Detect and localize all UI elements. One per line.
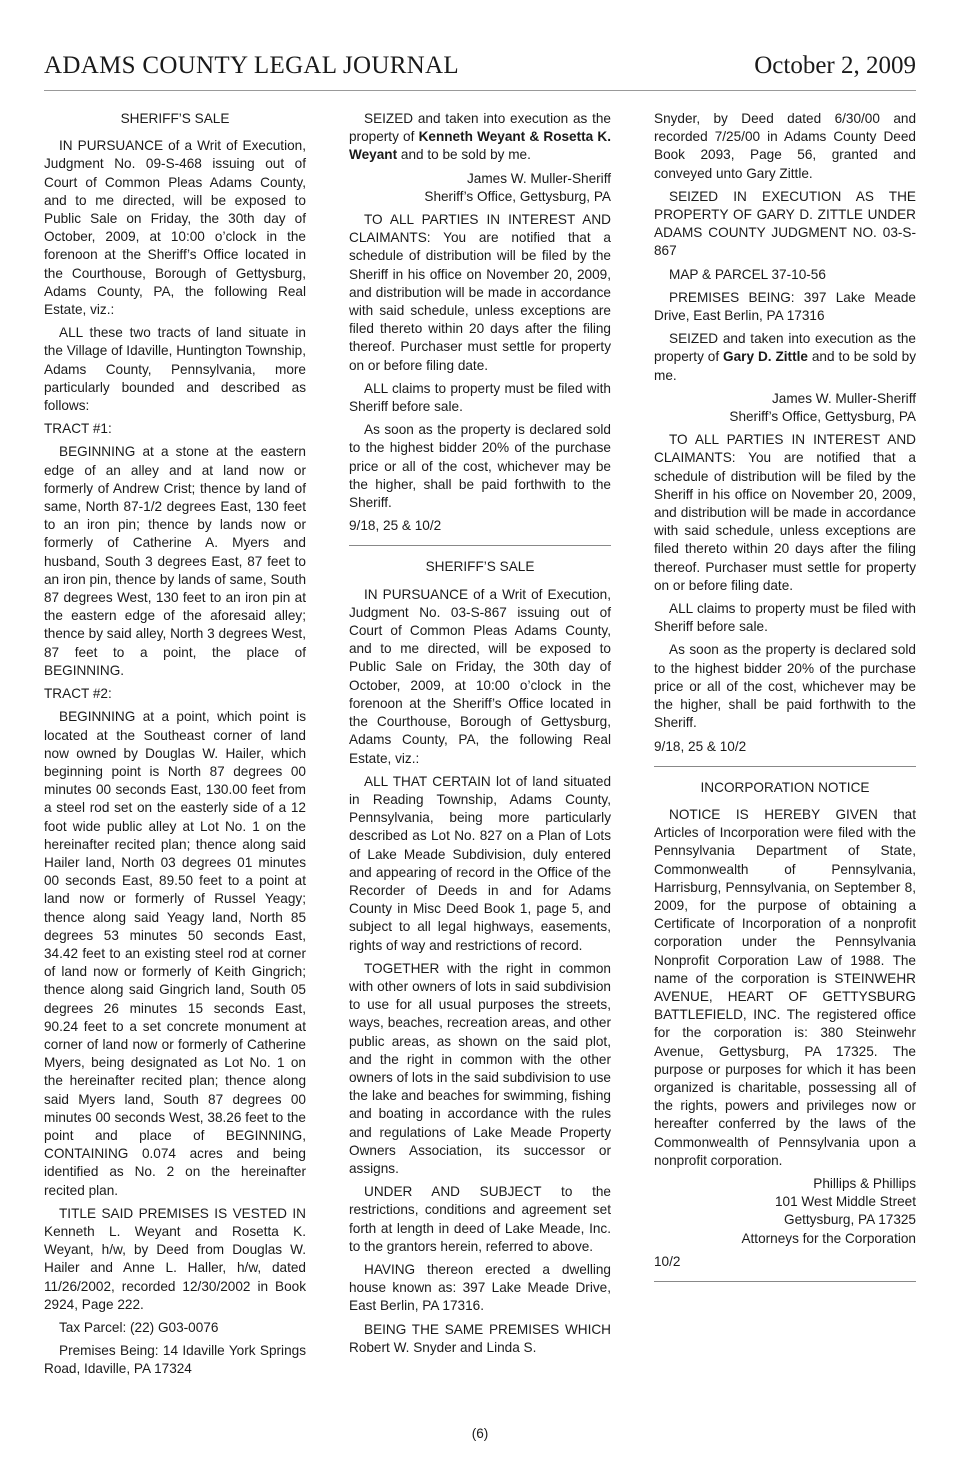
sale-2-map-parcel: MAP & PARCEL 37-10-56: [669, 266, 826, 282]
sheriff-office: Sheriff’s Office, Gettysburg, PA: [424, 188, 611, 204]
sale-1-premises: Premises Being: 14 Idaville York Springs Road, Idaville, PA 17324: [44, 1343, 306, 1377]
sheriff-name: James W. Muller-Sheriff: [466, 170, 611, 186]
sale-1-seized: [349, 110, 611, 165]
page-number: (6): [471, 1426, 489, 1441]
sheriff-office: Sheriff’s Office, Gettysburg, PA: [729, 409, 916, 425]
column-3: [654, 110, 916, 1294]
journal-header: [44, 50, 916, 90]
sale-2-under-subject: UNDER AND SUBJECT to the restrictions, conditions and agreement set forth at length in deed of Lake Meade, Inc. to the grantors herein, referred to above.: [349, 1184, 611, 1254]
incorporation-publication-date: 10/2: [654, 1253, 681, 1269]
seized-owner-name: Kenneth Weyant & Rosetta K. Weyant: [349, 129, 611, 163]
sale-1-claims-notice: ALL claims to property must be filed with Sheriff before sale.: [349, 380, 611, 415]
tract-1-label: TRACT #1:: [44, 421, 112, 437]
sale-2-pursuance: IN PURSUANCE of a Writ of Execution, Judgment No. 03-S-867 issuing out of Court of Common Pleas Adams County, and to me directed, will be exposed to Public Sale on Friday, the 30th day of October, 2009, at 10:00 o’clock in the forenoon at the Sheriff’s Office located in the Courthouse, Borough of Gettysburg, Adams County, PA, the following Real Estate, viz.:: [349, 586, 611, 766]
section-divider-2: [654, 766, 916, 767]
law-firm-name: Phillips & Phillips: [813, 1175, 916, 1191]
incorporation-notice-body: NOTICE IS HEREBY GIVEN that Articles of Incorporation were filed with the Pennsylvania Department of State, Commonwealth of Pennsylvania, Harrisburg, Pennsylvania, on September 8, 2009, for the purpose of obtaining a Certificate of Incorporation of a nonprofit corporation under the Pennsylvania Nonprofit Corporation Law of 1988. The name of the corporation is STEINWEHR AVENUE, HEART OF GETTYSBURG BATTLEFIELD, INC. The registered office for the corporation is: 380 Steinwehr Avenue, Gettysburg, PA 17325. The purpose or purposes for which it has been organized is charitable, possessing all of the rights, powers and privileges now or hereafter conferred by the laws of the Commonwealth of Pennsylvania upon a nonprofit corporation.: [654, 806, 916, 1168]
sale-1-distribution-notice: TO ALL PARTIES IN INTEREST AND CLAIMANTS: You are notified that a schedule of distribution will be filed by the Sheriff in his office on November 20, 2009, and distribution will be made in accordance with said schedule, unless exceptions are filed thereto within 20 days after the filing thereof. Purchaser must settle for property on or before filing date.: [349, 212, 611, 373]
sale-2-being-same: BEING THE SAME PREMISES WHICH Robert W. Snyder and Linda S.: [349, 1321, 611, 1355]
law-firm-signature: [654, 1175, 916, 1248]
sale-2-together: TOGETHER with the right in common with other owners of lots in said subdivision to use for all usual purposes the streets, ways, beaches, recreation areas, and other public areas, as shown on the said plot, and the right in common with the other owners of lots in the said subdivision to use the lake and beaches for swimming, fishing and boating in accordance with the rules and regulations of Lake Meade Property Owners Association, its successor or assigns.: [349, 960, 611, 1176]
issue-date: October 2, 2009: [754, 52, 916, 79]
seized-text-end: and to be sold by me.: [654, 349, 916, 383]
sale-1-tracts-intro: ALL these two tracts of land situate in the Village of Idaville, Huntington Township, Adams County, Pennsylvania, more particularly bounded and described as follows:: [44, 325, 306, 414]
sale-2-lot-description: ALL THAT CERTAIN lot of land situated in Reading Township, Adams County, Pennsylvania, being more particularly described as Lot No. 827 on a Plan of Lots of Lake Meade Subdivision, duly entered and appearing of record in the Office of the Recorder of Deeds in and for Adams County in Misc Deed Book 1, page 5, and subject to all legal highways, easements, rights of way and restrictions of record.: [349, 773, 611, 953]
sale-2-publication-dates: 9/18, 25 & 10/2: [654, 738, 747, 754]
journal-title: ADAMS COUNTY LEGAL JOURNAL: [44, 52, 459, 79]
column-2: [349, 110, 611, 1362]
sale-2-payment-notice: As soon as the property is declared sold to the highest bidder 20% of the purchase price or all of the cost, whichever may be the higher, shall be paid forthwith to the Sheriff.: [654, 642, 916, 731]
tract-1-description: BEGINNING at a stone at the eastern edge of an alley and at land now or formerly of Andrew Crist; thence by land of same, North 87-1/2 degrees East, 130 feet to an iron pin; thence by lands now or formerly of Catherine A. Myers and husband, South 3 degrees East, 87 feet to an iron pin, thence by lands of same, South 87 degrees West, 130 feet to an iron pin at the eastern edge of the aforesaid alley; thence by said alley, North 3 degrees West, 87 feet to a point, the place of BEGINNING.: [44, 444, 306, 678]
sheriff-signature-2: [654, 390, 916, 426]
seized-owner-name: Gary D. Zittle: [723, 349, 808, 365]
sale-2-seized-execution: SEIZED IN EXECUTION AS THE PROPERTY OF GARY D. ZITTLE UNDER ADAMS COUNTY JUDGMENT NO. 03-S-867: [654, 188, 916, 259]
law-firm-city: Gettysburg, PA 17325: [784, 1212, 916, 1228]
section-divider: [349, 545, 611, 546]
incorporation-notice-heading: INCORPORATION NOTICE: [700, 779, 870, 795]
sale-1-pursuance: IN PURSUANCE of a Writ of Execution, Judgment No. 09-S-468 issuing out of Court of Common Pleas Adams County, and to me directed, will be exposed to Public Sale on Friday, the 30th day of October, 2009, at 10:00 o’clock in the forenoon at the Sheriff’s Office located in the Courthouse, Borough of Gettysburg, Adams County, PA, the following Real Estate, viz.:: [44, 138, 306, 318]
sale-1-publication-dates: 9/18, 25 & 10/2: [349, 518, 442, 534]
law-firm-role: Attorneys for the Corporation: [741, 1230, 916, 1246]
seized-text: SEIZED and taken into execution as the property of: [349, 111, 611, 145]
tract-2-description: BEGINNING at a point, which point is located at the Southeast corner of land now owned by Douglas W. Hailer, which beginning point is North 87 degrees 00 minutes 00 seconds East, 130.00 feet from a steel rod set on the easterly side of a 12 foot wide public alley at Lot No. 1 on the hereinafter recited plan; thence along said Hailer land, North 03 degrees 01 minutes 00 seconds East, 89.50 feet to a point at land now or formerly of Russel Yeagy; thence along said Yeagy land, North 85 degrees 53 minutes 50 seconds East, 34.42 feet to an existing steel rod at corner of land now or formerly of Keith Gingrich; thence along said Gingrich land, South 05 degrees 26 minutes 15 seconds East, 90.24 feet to a set concrete monument at corner of land now or formerly of Catherine Myers, being designated as Lot No. 1 on the hereinafter recited plan; thence along said Myers land, South 87 degrees 00 minutes 00 seconds West, 38.26 feet to the point and place of BEGINNING, CONTAINING 0.074 acres and being identified as No. 2 on the hereinafter recited plan.: [44, 709, 306, 1198]
law-firm-street: 101 West Middle Street: [774, 1194, 916, 1210]
column-1: [44, 110, 306, 1384]
sale-2-premises: PREMISES BEING: 397 Lake Meade Drive, East Berlin, PA 17316: [654, 289, 916, 324]
tract-2-label: TRACT #2:: [44, 686, 112, 702]
sale-2-dwelling: HAVING thereon erected a dwelling house known as: 397 Lake Meade Drive, East Berlin, PA 17316.: [349, 1261, 611, 1314]
section-divider-3: [654, 1281, 916, 1282]
sheriff-signature: [349, 170, 611, 206]
sale-2-claims-notice: ALL claims to property must be filed with Sheriff before sale.: [654, 601, 916, 635]
sale-1-tax-parcel: Tax Parcel: (22) G03-0076: [59, 1320, 219, 1335]
sale-2-distribution-notice: TO ALL PARTIES IN INTEREST AND CLAIMANTS: You are notified that a schedule of distribution will be filed by the Sheriff in his office on November 20, 2009, and distribution will be made in accordance with said schedule, unless exceptions are filed thereto within 20 days after the filing thereof. Purchaser must settle for property on or before filing date.: [654, 432, 916, 593]
sheriffs-sale-heading-2: SHERIFF’S SALE: [425, 559, 535, 575]
seized-text: SEIZED and taken into execution as the property of: [654, 331, 916, 365]
seized-text-end: and to be sold by me.: [397, 147, 531, 163]
sale-2-deed-continuation: Snyder, by Deed dated 6/30/00 and recorded 7/25/00 in Adams County Deed Book 2093, Page 56, granted and conveyed unto Gary Zittle.: [654, 111, 916, 181]
header-rule: [44, 90, 916, 91]
sale-1-payment-notice: As soon as the property is declared sold to the highest bidder 20% of the purchase price or all of the cost, whichever may be the higher, shall be paid forthwith to the Sheriff.: [349, 422, 611, 511]
sale-2-seized: [654, 330, 916, 385]
sheriffs-sale-heading: SHERIFF’S SALE: [120, 111, 230, 126]
sheriff-name: James W. Muller-Sheriff: [771, 390, 916, 406]
sale-1-title-vested: TITLE SAID PREMISES IS VESTED IN Kenneth L. Weyant and Rosetta K. Weyant, h/w, by Deed from Douglas W. Hailer and Anne L. Haller, h/w, dated 11/26/2002, recorded 12/30/2002 in Book 2924, Page 222.: [44, 1205, 306, 1312]
